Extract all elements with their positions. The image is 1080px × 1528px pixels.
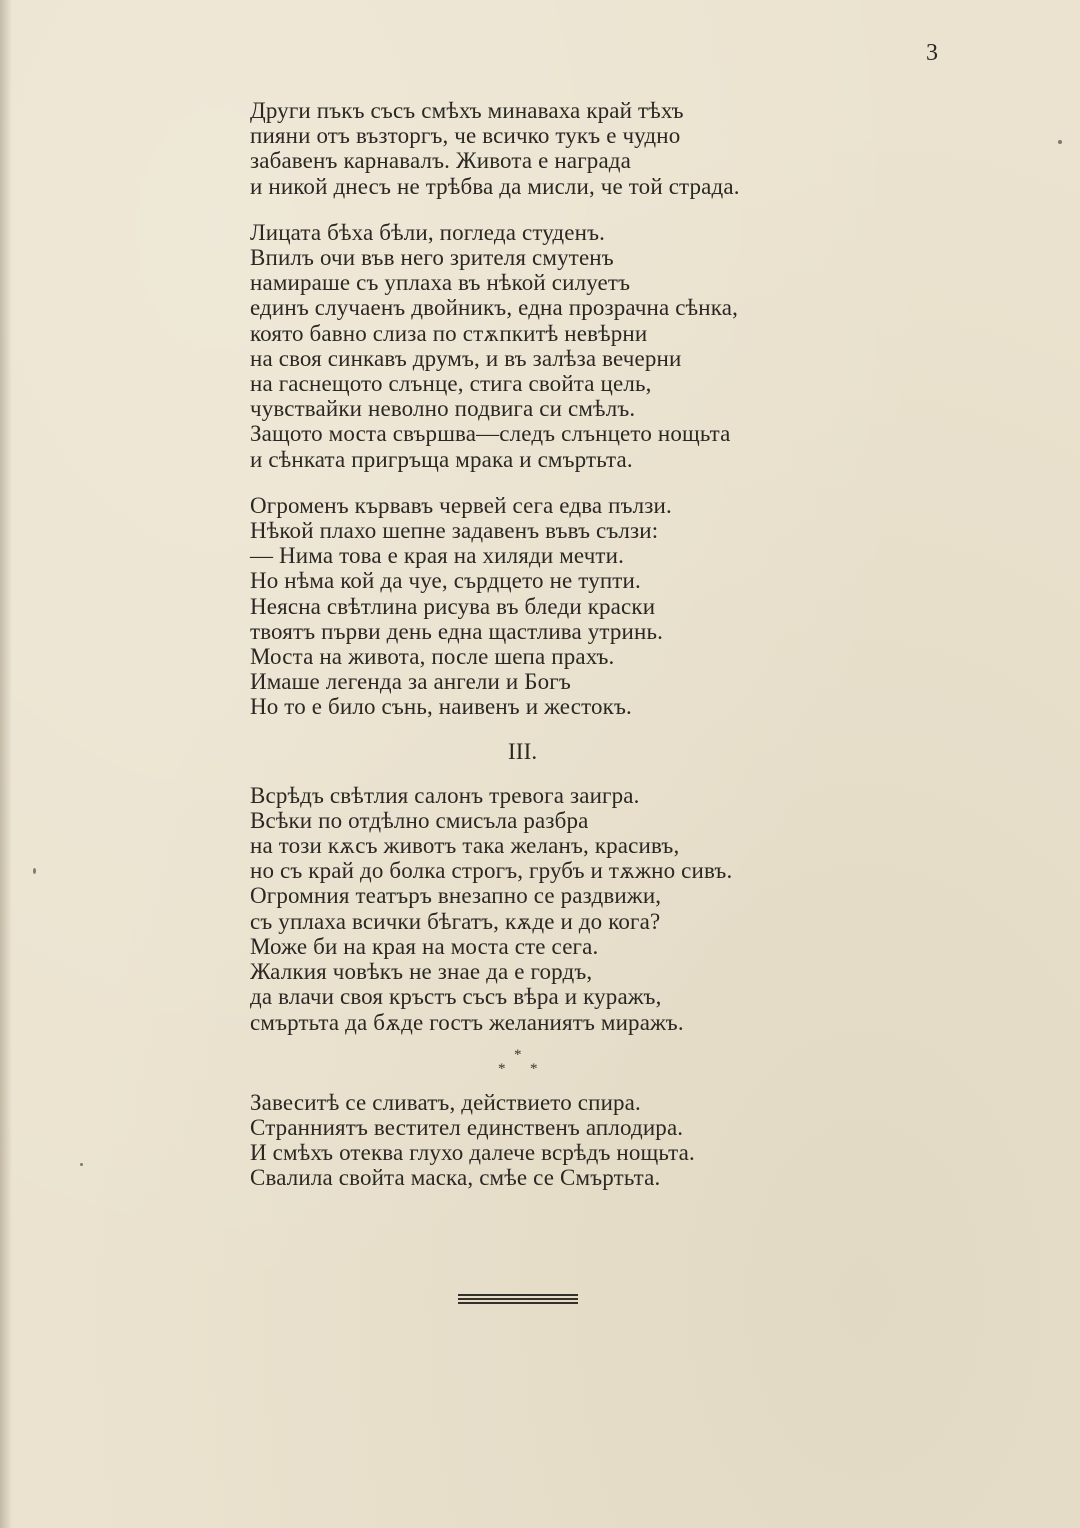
poem-line: Странниятъ вестител единственъ аплодира. (250, 1114, 684, 1140)
poem-line: Лицата бѣха бѣли, погледа студенъ. (250, 219, 606, 245)
poem-line: намираше съ уплаха въ нѣкой силуетъ (250, 270, 631, 296)
poem-line: Неясна свѣтлина рисува въ бледи краски (250, 593, 656, 619)
poem-line: Огроменъ кървавъ червей сега едва пълзи. (250, 492, 672, 518)
poem-line: единъ случаенъ двойникъ, една прозрачна сѣнка, (250, 295, 738, 321)
poem-line: И смѣхъ отеква глухо далече всрѣдъ нощьта. (250, 1140, 695, 1166)
poem-line: Жалкия човѣкъ не знае да е гордъ, (250, 959, 593, 985)
poem-line: смъртьта да бѫде гостъ желаниятъ миражъ. (250, 1009, 684, 1035)
poem-line: да влачи своя кръстъ съсъ вѣра и куражъ, (250, 984, 662, 1010)
poem-line: Може би на края на моста сте сега. (250, 933, 599, 959)
poem-line: на своя синкавъ друмъ, и въ залѣза вечерни (250, 345, 682, 371)
stanza-5 (250, 1090, 810, 1191)
page-number: 3 (926, 40, 938, 66)
poem-line: Огромния театъръ внезапно се раздвижи, (250, 883, 662, 909)
closing-rule (458, 1294, 578, 1306)
poem-line: Защото моста свършва—следъ слънцето нощьта (250, 421, 731, 447)
poem-line: Всѣки по отдѣлно смисъла разбра (250, 807, 589, 833)
poem-line: чувствайки неволно подвига си смѣлъ. (250, 396, 636, 422)
asterism-star: * (514, 1046, 522, 1063)
poem-line: и никой днесъ не трѣбва да мисли, че той страда. (250, 173, 740, 199)
stanza-4 (250, 783, 810, 1035)
stanza-3 (250, 493, 810, 720)
ink-speck (80, 1163, 83, 1166)
stanza-1 (250, 98, 810, 199)
ink-speck (33, 868, 36, 874)
poem-line: Свалила свойта маска, смѣе се Смъртьта. (250, 1165, 661, 1191)
poem-line: Завеситѣ се сливатъ, действието спира. (250, 1089, 641, 1115)
poem-line: Но нѣма кой да чуе, сърдцето не тупти. (250, 568, 641, 594)
poem-line: съ уплаха всички бѣгатъ, кѫде и до кога? (250, 908, 661, 934)
asterism-star: * (530, 1060, 538, 1077)
poem-line: която бавно слиза по стѫпкитѣ невѣрни (250, 320, 648, 346)
asterism-star: * (498, 1060, 506, 1077)
poem-line: — Нима това е края на хиляди мечти. (250, 543, 624, 569)
poem-line: но съ край до болка строгъ, грубъ и тѫжно сивъ. (250, 858, 733, 884)
poem-line: Имаше легенда за ангели и Богъ (250, 669, 571, 695)
poem-line: Впилъ очи във него зрителя смутенъ (250, 245, 614, 271)
page-binding-edge (0, 0, 12, 1528)
poem-line: забавенъ карнавалъ. Живота е награда (250, 148, 632, 174)
stanza-2 (250, 220, 810, 472)
poem-line: Други пъкъ съсъ смѣхъ минаваха край тѣхъ (250, 98, 684, 123)
poem-line: на този кѫсъ животъ така желанъ, красивъ, (250, 833, 680, 859)
poem-line: Нѣкой плахо шепне задавенъ въвъ сълзи: (250, 518, 659, 544)
poem-line: пияни отъ възторгъ, че всичко тукъ е чудно (250, 123, 681, 149)
poem-line: Всрѣдъ свѣтлия салонъ тревога заигра. (250, 782, 640, 808)
ink-speck (1058, 140, 1062, 144)
poem-line: твоятъ първи день една щастлива утринь. (250, 618, 663, 644)
poem-body (250, 98, 810, 1212)
asterism-divider (250, 1048, 810, 1086)
poem-line: и сѣнката пригръща мрака и смъртьта. (250, 446, 633, 472)
poem-line: на гаснещото слънце, стига свойта цель, (250, 371, 652, 397)
section-heading: III. (508, 738, 538, 764)
poem-line: Моста на живота, после шепа прахъ. (250, 644, 615, 670)
poem-line: Но то е било сънь, наивенъ и жестокъ. (250, 694, 632, 720)
